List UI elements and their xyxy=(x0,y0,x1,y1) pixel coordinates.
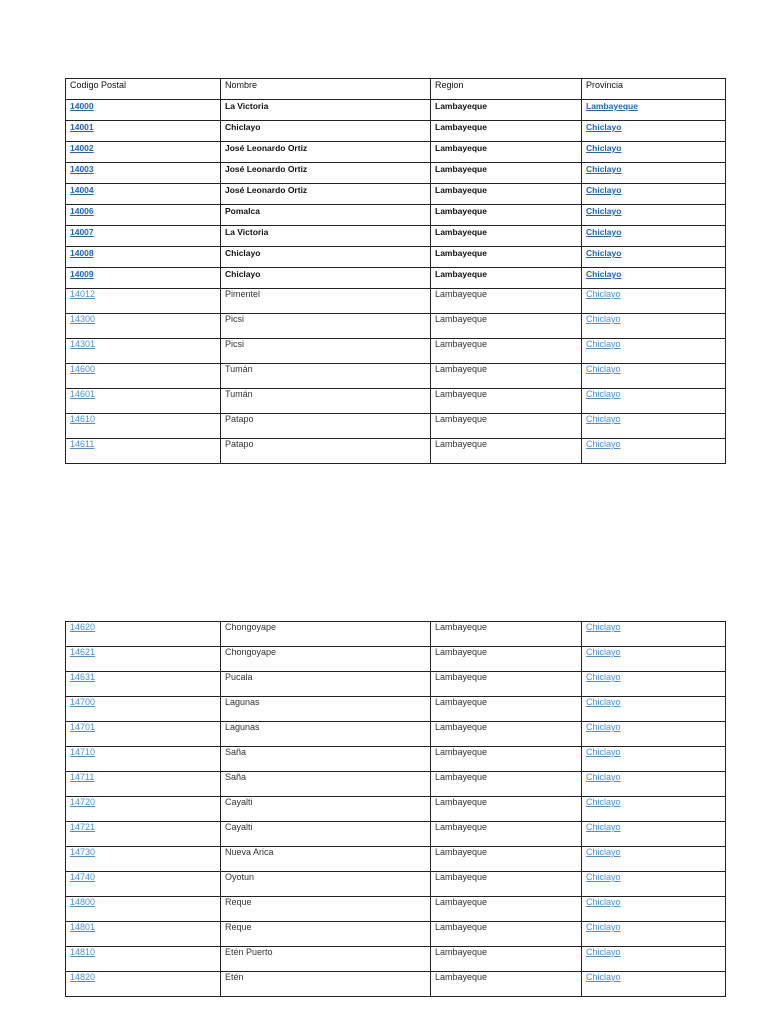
region-cell: Lambayeque xyxy=(431,314,582,339)
nombre-cell: Patapo xyxy=(221,439,431,464)
codigo-cell xyxy=(66,872,221,897)
postal-code-link[interactable]: 14820 xyxy=(70,972,96,982)
region-cell: Lambayeque xyxy=(431,622,582,647)
region-cell: Lambayeque xyxy=(431,289,582,314)
codigo-cell xyxy=(66,142,221,163)
region-cell: Lambayeque xyxy=(431,142,582,163)
postal-code-link[interactable]: 14009 xyxy=(70,269,94,279)
postal-code-link[interactable]: 14711 xyxy=(70,772,95,782)
codigo-cell xyxy=(66,722,221,747)
postal-code-link[interactable]: 14301 xyxy=(70,339,96,349)
region-cell: Lambayeque xyxy=(431,897,582,922)
postal-code-link[interactable]: 14730 xyxy=(70,847,96,857)
region-cell: Lambayeque xyxy=(431,339,582,364)
provincia-cell xyxy=(582,163,726,184)
table-row xyxy=(66,897,726,922)
nombre-cell: Pimentel xyxy=(221,289,431,314)
provincia-link[interactable]: Chiclayo xyxy=(586,647,621,657)
region-cell: Lambayeque xyxy=(431,205,582,226)
provincia-link[interactable]: Chiclayo xyxy=(586,185,622,195)
header-nombre: Nombre xyxy=(221,79,431,100)
nombre-cell: Etén xyxy=(221,972,431,997)
region-cell: Lambayeque xyxy=(431,822,582,847)
nombre-cell: Lagunas xyxy=(221,722,431,747)
provincia-link[interactable]: Chiclayo xyxy=(586,339,621,349)
nombre-cell: Reque xyxy=(221,897,431,922)
postal-code-link[interactable]: 14621 xyxy=(70,647,96,657)
table-row xyxy=(66,121,726,142)
region-cell: Lambayeque xyxy=(431,672,582,697)
nombre-cell: Oyotun xyxy=(221,872,431,897)
region-cell: Lambayeque xyxy=(431,872,582,897)
region-cell: Lambayeque xyxy=(431,364,582,389)
nombre-cell: Saña xyxy=(221,772,431,797)
codigo-cell xyxy=(66,121,221,142)
nombre-cell: Tumán xyxy=(221,364,431,389)
table-row xyxy=(66,822,726,847)
provincia-cell xyxy=(582,389,726,414)
provincia-link[interactable]: Chiclayo xyxy=(586,797,621,807)
table-row xyxy=(66,414,726,439)
codigo-cell xyxy=(66,922,221,947)
table-body xyxy=(66,622,726,997)
postal-code-link[interactable]: 14740 xyxy=(70,872,96,882)
codigo-cell xyxy=(66,364,221,389)
provincia-link[interactable]: Chiclayo xyxy=(586,772,621,782)
codigo-cell xyxy=(66,205,221,226)
table-row xyxy=(66,947,726,972)
nombre-cell: Chongoyape xyxy=(221,647,431,672)
provincia-cell xyxy=(582,972,726,997)
nombre-cell: José Leonardo Ortiz xyxy=(221,163,431,184)
provincia-cell xyxy=(582,822,726,847)
table-row xyxy=(66,289,726,314)
codigo-cell xyxy=(66,647,221,672)
codigo-cell xyxy=(66,697,221,722)
nombre-cell: Lagunas xyxy=(221,697,431,722)
provincia-link[interactable]: Chiclayo xyxy=(586,872,621,882)
provincia-cell xyxy=(582,797,726,822)
provincia-link[interactable]: Chiclayo xyxy=(586,847,621,857)
region-cell: Lambayeque xyxy=(431,697,582,722)
table-row xyxy=(66,163,726,184)
region-cell: Lambayeque xyxy=(431,439,582,464)
postal-code-table-1 xyxy=(65,78,726,464)
provincia-link[interactable]: Chiclayo xyxy=(586,722,621,732)
table-row xyxy=(66,697,726,722)
region-cell: Lambayeque xyxy=(431,414,582,439)
provincia-cell xyxy=(582,772,726,797)
provincia-link[interactable]: Chiclayo xyxy=(586,227,622,237)
provincia-link[interactable]: Chiclayo xyxy=(586,122,622,132)
provincia-link[interactable]: Chiclayo xyxy=(586,206,622,216)
region-cell: Lambayeque xyxy=(431,268,582,289)
provincia-cell xyxy=(582,847,726,872)
codigo-cell xyxy=(66,772,221,797)
table-row xyxy=(66,747,726,772)
region-cell: Lambayeque xyxy=(431,947,582,972)
table-row xyxy=(66,339,726,364)
nombre-cell: Chiclayo xyxy=(221,268,431,289)
nombre-cell: Patapo xyxy=(221,414,431,439)
provincia-cell xyxy=(582,142,726,163)
region-cell: Lambayeque xyxy=(431,722,582,747)
provincia-link[interactable]: Chiclayo xyxy=(586,897,621,907)
provincia-link[interactable]: Chiclayo xyxy=(586,164,622,174)
provincia-link[interactable]: Chiclayo xyxy=(586,822,621,832)
table-row xyxy=(66,797,726,822)
region-cell: Lambayeque xyxy=(431,226,582,247)
postal-code-link[interactable]: 14000 xyxy=(70,101,94,111)
codigo-cell xyxy=(66,339,221,364)
table-row xyxy=(66,364,726,389)
nombre-cell: Pucala xyxy=(221,672,431,697)
region-cell: Lambayeque xyxy=(431,647,582,672)
nombre-cell: Etén Puerto xyxy=(221,947,431,972)
provincia-link[interactable]: Chiclayo xyxy=(586,143,622,153)
nombre-cell: Picsi xyxy=(221,339,431,364)
provincia-cell xyxy=(582,722,726,747)
table-row xyxy=(66,622,726,647)
table-row xyxy=(66,872,726,897)
provincia-cell xyxy=(582,268,726,289)
nombre-cell: José Leonardo Ortiz xyxy=(221,142,431,163)
provincia-cell xyxy=(582,205,726,226)
codigo-cell xyxy=(66,897,221,922)
provincia-cell xyxy=(582,247,726,268)
table-row xyxy=(66,314,726,339)
codigo-cell xyxy=(66,672,221,697)
nombre-cell: Chongoyape xyxy=(221,622,431,647)
provincia-cell xyxy=(582,339,726,364)
nombre-cell: Chiclayo xyxy=(221,121,431,142)
nombre-cell: Cayalti xyxy=(221,822,431,847)
codigo-cell xyxy=(66,439,221,464)
region-cell: Lambayeque xyxy=(431,100,582,121)
table-row xyxy=(66,389,726,414)
postal-code-link[interactable]: 14700 xyxy=(70,697,96,707)
table-row xyxy=(66,922,726,947)
region-cell: Lambayeque xyxy=(431,797,582,822)
provincia-link[interactable]: Chiclayo xyxy=(586,697,621,707)
postal-code-link[interactable]: 14006 xyxy=(70,206,94,216)
region-cell: Lambayeque xyxy=(431,972,582,997)
provincia-link[interactable]: Chiclayo xyxy=(586,922,621,932)
provincia-cell xyxy=(582,414,726,439)
table-row xyxy=(66,184,726,205)
nombre-cell: Nueva Arica xyxy=(221,847,431,872)
provincia-cell xyxy=(582,622,726,647)
postal-code-table-2 xyxy=(65,621,726,997)
provincia-cell xyxy=(582,747,726,772)
provincia-link[interactable]: Chiclayo xyxy=(586,439,621,449)
provincia-link[interactable]: Chiclayo xyxy=(586,269,622,279)
header-provincia: Provincia xyxy=(582,79,726,100)
postal-code-link[interactable]: 14600 xyxy=(70,364,96,374)
postal-code-link[interactable]: 14800 xyxy=(70,897,96,907)
postal-code-link[interactable]: 14611 xyxy=(70,439,95,449)
codigo-cell xyxy=(66,289,221,314)
provincia-link[interactable]: Chiclayo xyxy=(586,747,621,757)
table-row xyxy=(66,226,726,247)
postal-code-link[interactable]: 14721 xyxy=(70,822,96,832)
codigo-cell xyxy=(66,100,221,121)
codigo-cell xyxy=(66,847,221,872)
codigo-cell xyxy=(66,797,221,822)
nombre-cell: Chiclayo xyxy=(221,247,431,268)
provincia-link[interactable]: Chiclayo xyxy=(586,289,621,299)
table-row xyxy=(66,205,726,226)
nombre-cell: Saña xyxy=(221,747,431,772)
header-region: Region xyxy=(431,79,582,100)
region-cell: Lambayeque xyxy=(431,389,582,414)
postal-code-link[interactable]: 14007 xyxy=(70,227,94,237)
nombre-cell: Picsi xyxy=(221,314,431,339)
provincia-cell xyxy=(582,121,726,142)
nombre-cell: José Leonardo Ortiz xyxy=(221,184,431,205)
provincia-link[interactable]: Chiclayo xyxy=(586,972,621,982)
table-header-row xyxy=(66,79,726,100)
provincia-cell xyxy=(582,439,726,464)
codigo-cell xyxy=(66,747,221,772)
postal-code-link[interactable]: 14610 xyxy=(70,414,96,424)
table-row xyxy=(66,972,726,997)
postal-code-link[interactable]: 14701 xyxy=(70,722,96,732)
provincia-link[interactable]: Chiclayo xyxy=(586,947,621,957)
region-cell: Lambayeque xyxy=(431,247,582,268)
provincia-cell xyxy=(582,947,726,972)
nombre-cell: Tumán xyxy=(221,389,431,414)
provincia-link[interactable]: Chiclayo xyxy=(586,314,621,324)
postal-code-link[interactable]: 14001 xyxy=(70,122,94,132)
postal-code-link[interactable]: 14012 xyxy=(70,289,96,299)
region-cell: Lambayeque xyxy=(431,772,582,797)
header-codigo-postal: Codigo Postal xyxy=(66,79,221,100)
table-row xyxy=(66,672,726,697)
provincia-link[interactable]: Chiclayo xyxy=(586,672,621,682)
table-row xyxy=(66,247,726,268)
provincia-cell xyxy=(582,289,726,314)
table-row xyxy=(66,647,726,672)
table-row xyxy=(66,772,726,797)
provincia-link[interactable]: Lambayeque xyxy=(586,101,638,111)
provincia-cell xyxy=(582,226,726,247)
postal-code-link[interactable]: 14004 xyxy=(70,185,94,195)
table-row xyxy=(66,100,726,121)
region-cell: Lambayeque xyxy=(431,747,582,772)
provincia-cell xyxy=(582,672,726,697)
codigo-cell xyxy=(66,389,221,414)
provincia-link[interactable]: Chiclayo xyxy=(586,622,621,632)
region-cell: Lambayeque xyxy=(431,163,582,184)
provincia-link[interactable]: Chiclayo xyxy=(586,414,621,424)
table-row xyxy=(66,439,726,464)
provincia-cell xyxy=(582,922,726,947)
codigo-cell xyxy=(66,972,221,997)
codigo-cell xyxy=(66,163,221,184)
codigo-cell xyxy=(66,247,221,268)
region-cell: Lambayeque xyxy=(431,922,582,947)
postal-code-link[interactable]: 14008 xyxy=(70,248,94,258)
table-row xyxy=(66,268,726,289)
postal-code-link[interactable]: 14601 xyxy=(70,389,96,399)
provincia-link[interactable]: Chiclayo xyxy=(586,364,621,374)
provincia-cell xyxy=(582,364,726,389)
codigo-cell xyxy=(66,822,221,847)
region-cell: Lambayeque xyxy=(431,184,582,205)
table-row xyxy=(66,142,726,163)
region-cell: Lambayeque xyxy=(431,847,582,872)
provincia-cell xyxy=(582,697,726,722)
provincia-cell xyxy=(582,184,726,205)
postal-code-link[interactable]: 14002 xyxy=(70,143,94,153)
codigo-cell xyxy=(66,268,221,289)
codigo-cell xyxy=(66,184,221,205)
provincia-cell xyxy=(582,872,726,897)
table-body xyxy=(66,79,726,464)
table-row xyxy=(66,847,726,872)
nombre-cell: Pomalca xyxy=(221,205,431,226)
postal-code-link[interactable]: 14631 xyxy=(70,672,96,682)
codigo-cell xyxy=(66,226,221,247)
nombre-cell: Reque xyxy=(221,922,431,947)
nombre-cell: La Victoria xyxy=(221,100,431,121)
postal-code-link[interactable]: 14003 xyxy=(70,164,94,174)
postal-code-link[interactable]: 14300 xyxy=(70,314,96,324)
provincia-link[interactable]: Chiclayo xyxy=(586,248,622,258)
nombre-cell: Cayalti xyxy=(221,797,431,822)
postal-code-link[interactable]: 14801 xyxy=(70,922,96,932)
postal-code-link[interactable]: 14620 xyxy=(70,622,96,632)
postal-code-link[interactable]: 14720 xyxy=(70,797,96,807)
postal-code-link[interactable]: 14710 xyxy=(70,747,96,757)
provincia-cell xyxy=(582,314,726,339)
provincia-cell xyxy=(582,647,726,672)
nombre-cell: La Victoria xyxy=(221,226,431,247)
codigo-cell xyxy=(66,314,221,339)
table-row xyxy=(66,722,726,747)
provincia-link[interactable]: Chiclayo xyxy=(586,389,621,399)
codigo-cell xyxy=(66,622,221,647)
region-cell: Lambayeque xyxy=(431,121,582,142)
provincia-cell xyxy=(582,897,726,922)
provincia-cell xyxy=(582,100,726,121)
postal-code-link[interactable]: 14810 xyxy=(70,947,96,957)
codigo-cell xyxy=(66,414,221,439)
codigo-cell xyxy=(66,947,221,972)
